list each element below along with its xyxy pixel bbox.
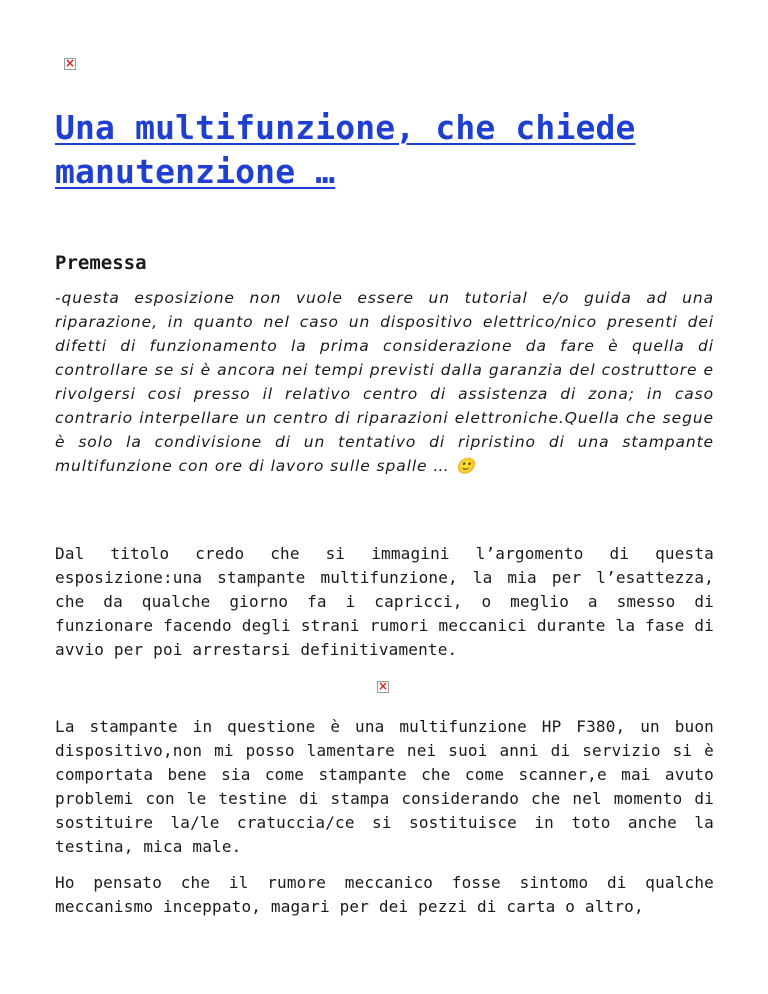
broken-image-icon (64, 58, 76, 70)
intro-paragraph: -questa esposizione non vuole essere un tutorial e/o guida ad una riparazione, in quanto nel caso un dispositivo elettrico/nico presenti dei difetti di funzionamento la prima considerazione da fare è quella di controllare se si è ancora nei tempi previsti dalla garanzia del costruttore e rivolgersi cosi presso il relativo centro di assistenza di zona; in caso contrario interpellare un centro di riparazioni elettroniche.Quella che segue è solo la condivisione di un tentativo di ripristino di una stampante multifunzione con ore di lavoro sulle spalle … 🙂 (55, 289, 714, 475)
paragraph: Dal titolo credo che si immagini l’argomento di questa esposizione:una stampante multifunzione, la mia per l’esattezza, che da qualche giorno fa i capricci, o meglio a smesso di funzionare facendo degli strani rumori meccanici durante la fase di avvio per poi arrestarsi definitivamente. (55, 544, 714, 659)
paragraph: Ho pensato che il rumore meccanico fosse sintomo di qualche meccanismo inceppato, magari per dei pezzi di carta o altro, (55, 873, 714, 916)
broken-image-icon (377, 681, 389, 693)
section-heading: Premessa (55, 252, 147, 274)
title-link[interactable]: Una multifunzione, che chiede manutenzione … (55, 108, 636, 191)
paragraph: La stampante in questione è una multifunzione HP F380, un buon dispositivo,non mi posso lamentare nei suoi anni di servizio si è comportata bene sia come stampante che come scanner,e mai avuto problemi con le testine di stampa considerando che nel momento di sostituire la/le cratuccia/ce si sostituisce in toto anche la testina, mica male. (55, 717, 714, 856)
page-title (55, 106, 714, 194)
